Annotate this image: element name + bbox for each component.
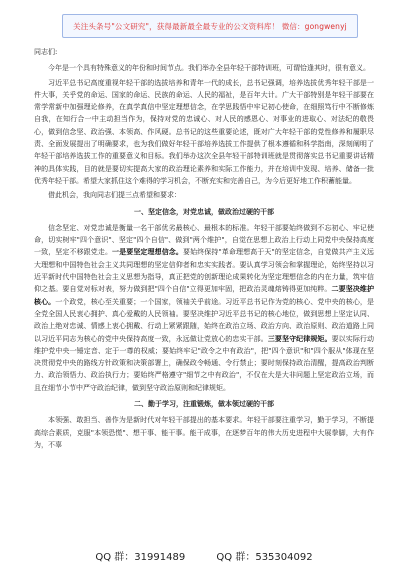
section-heading-1: 一、坚定信念，对党忠诚，做政治过硬的干部 [134, 207, 274, 216]
section-1-text-e: 要以实际行动维护党中央一锤定音、定于一尊的权威；要始终牢记"政令之中有政治"，把"四个意识"和"四个服从"体现在坚决贯彻党中央的路线方针政策和决策部署上，确保政令畅通、令行禁止；要时刻保持政治清醒，提高政治判断力、政治领悟力、政治执行力；要始终严格遵守"细节之中有政治"，不仅在大是大非问题上坚定政治立场，而且在细节小节中严守政治纪律，做到坚守政治原则和纪律规矩。 [34, 334, 375, 392]
paragraph-transition: 借此机会，我向同志们提三点希望和要求： [48, 191, 181, 200]
section-1-text-d: 一个政党，核心至关重要；一个国家，领袖关乎前途。习近平总书记作为党的核心、党中央的核心，是全党全国人民衷心拥护、真心爱戴的人民领袖。要坚决维护习近平总书记的核心地位，做到思想上坚定认同、政治上绝对忠诚、情感上衷心拥戴、行动上紧紧跟随，始终在政治立场、政治方向、政治原则、政治道路上同以习近平同志为核心的党中央保持高度一致，永远做让党放心的忠实干部。 [34, 297, 375, 343]
paragraph-background: 习近平总书记高度重视年轻干部的选拔培养和青年一代的成长，总书记强调，培养选拔优秀年轻干部是一件大事，关乎党的命运、国家的命运、民族的命运、人民的福祉，是百年大计。广大干部特别是年轻干部要在常学常新中加强理论修养，在真学真信中坚定理想信念，在学思践悟中牢记初心使命，在细照笃行中不断修炼自我，在知行合一中主动担当作为，保持对党的忠诚心、对人民的感恩心、对事业的进取心、对法纪的敬畏心，做到信念坚、政治强、本领高、作风硬。总书记的这些重要论述，既对广大年轻干部的党性修养和履职尽责、全面发展提出了明确要求，也为我们做好年轻干部培养选拔工作提供了根本遵循和科学指南，深刻阐明了年轻干部培养选拔工作的重要意义和目标。我们举办这次全县年轻干部特训班就是贯彻落实总书记重要讲话精神的具体实践，目的就是要切实提高大家的政治理论素养和实际工作能力，并在培训中发现、培养、储备一批优秀年轻干部。希望大家抓住这个难得的学习机会，不断充实和完善自己，为今后更好地工作积蓄能量。 [34, 78, 374, 185]
paragraph-intro: 今年是一个具有特殊意义的年份和时间节点。我们举办全县年轻干部特训班，可谓恰逢其时，很有意义。 [48, 64, 370, 73]
footer-qq-1: QQ 群：31991489 [95, 552, 186, 563]
section-1-point-1: 一是要坚定理想信念。 [112, 248, 183, 257]
footer-qq-2: QQ 群：535304092 [216, 552, 313, 563]
section-1-text-a: 信念坚定、对党忠诚是衡量一名干部优劣最核心、最根本的标准。年轻干部要始终做到不忘初心、牢记使命，切实树牢"四个意识"、坚定"四个自信"、做到"两个维护"，自觉在思想上政治上行动上同党中央保持高度一致，坚定不移跟党走。 [34, 223, 374, 257]
section-1-text-b: 要始终保持"革命理想高于天"的坚定信念，自觉做共产主义远大理想和中国特色社会主义共同理想的坚定信仰者和忠实实践者。要认真学习领会和掌握理论，始终坚持以习近平新时代中国特色社会主义思想为指导，真正把党的创新理论成果转化为坚定理想信念的内在力量，筑牢信仰之基。 [34, 248, 374, 294]
banner-text: 关注头条号"公文研究"，获得最新最全最专业的公文资料库！ 微信：gongwenyj [73, 21, 347, 31]
paragraph-section-2: 本领强、敢担当、善作为是新时代对年轻干部提出的基本要求。年轻干部要注重学习，勤于学习，不断提高综合素质，克服"本领恐慌"、想干事、能干事。能干成事，在逐梦百年的伟大历史进程中大展拳脚，大有作为，不辜 [34, 416, 374, 449]
header-banner [62, 14, 358, 38]
section-1-text-c: 要自觉对标对表，努力做到把"四个自信"立得更加牢固，把政治灵魂熔铸得更加纯粹。 [62, 285, 332, 294]
section-heading-2: 二、勤于学习，注重锻炼，做本领过硬的干部 [134, 400, 274, 409]
section-1-point-3: 三要坚守纪律规矩。 [267, 334, 332, 343]
footer-contact [0, 548, 408, 563]
paragraph-section-1 [34, 222, 374, 394]
salutation: 同志们: [34, 48, 58, 56]
document-body [34, 46, 374, 453]
section-1-point-2: 二要坚决维护核心。 [34, 285, 375, 306]
